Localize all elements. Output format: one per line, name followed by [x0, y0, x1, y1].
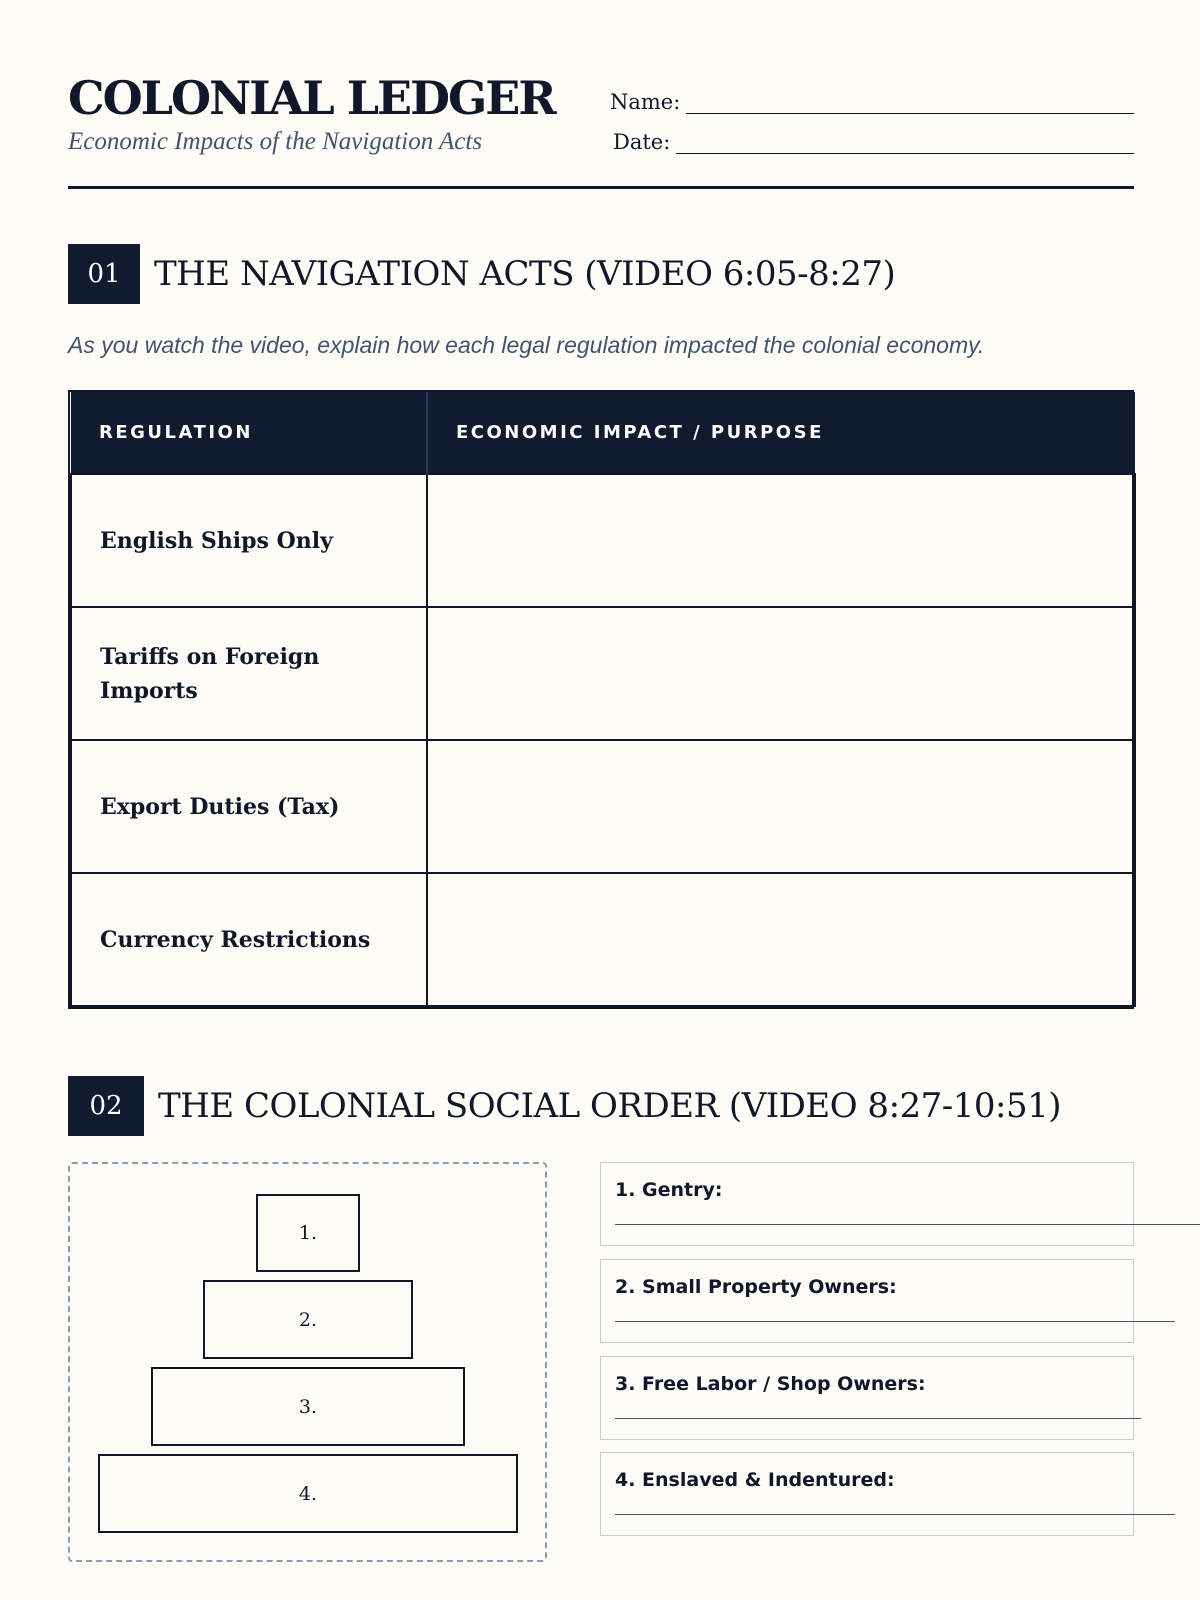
answer-blank-line[interactable] — [615, 1417, 1141, 1419]
date-label: Date: — [613, 130, 671, 154]
regulation-table — [68, 390, 1134, 1009]
table-row — [71, 740, 1135, 873]
answer-label: 4. Enslaved & Indentured: — [615, 1469, 895, 1491]
pyramid-tier-3[interactable]: 3. — [151, 1367, 465, 1446]
section-2-title: THE COLONIAL SOCIAL ORDER (VIDEO 8:27-10:51) — [158, 1086, 1062, 1126]
impact-answer-cell[interactable] — [427, 607, 1135, 740]
column-header-impact: ECONOMIC IMPACT / PURPOSE — [427, 392, 1135, 474]
regulation-cell: Tariffs on Foreign Imports — [71, 607, 427, 740]
answer-blank-line[interactable] — [615, 1223, 1200, 1225]
section-1-heading — [68, 244, 895, 304]
header-divider — [68, 186, 1134, 189]
answer-card-enslaved-indentured — [600, 1452, 1134, 1536]
date-field[interactable] — [613, 130, 1134, 154]
column-header-regulation: REGULATION — [71, 392, 427, 474]
regulation-cell: English Ships Only — [71, 474, 427, 607]
answer-blank-line[interactable] — [615, 1513, 1175, 1515]
answer-card-small-property-owners — [600, 1259, 1134, 1343]
worksheet-page — [68, 0, 1134, 1600]
answer-label: 3. Free Labor / Shop Owners: — [615, 1373, 926, 1395]
pyramid-tier-1[interactable]: 1. — [256, 1194, 360, 1272]
regulation-cell: Currency Restrictions — [71, 873, 427, 1006]
table-row — [71, 873, 1135, 1006]
page-subtitle: Economic Impacts of the Navigation Acts — [68, 128, 483, 155]
impact-answer-cell[interactable] — [427, 474, 1135, 607]
pyramid-tier-2[interactable]: 2. — [203, 1280, 413, 1359]
worksheet-header — [68, 68, 1134, 190]
table-header-row — [71, 392, 1135, 474]
section-1-instructions: As you watch the video, explain how each legal regulation impacted the colonial economy. — [68, 332, 985, 358]
name-field[interactable] — [610, 90, 1134, 114]
date-blank-line[interactable] — [676, 132, 1134, 154]
answer-card-gentry — [600, 1162, 1134, 1246]
section-1-title: THE NAVIGATION ACTS (VIDEO 6:05-8:27) — [154, 254, 896, 294]
social-pyramid-diagram — [68, 1162, 547, 1562]
answer-label: 2. Small Property Owners: — [615, 1276, 897, 1298]
impact-answer-cell[interactable] — [427, 740, 1135, 873]
section-2-number-badge: 02 — [68, 1076, 144, 1136]
section-1-number-badge: 01 — [68, 244, 140, 304]
name-label: Name: — [610, 90, 681, 114]
impact-answer-cell[interactable] — [427, 873, 1135, 1006]
table-row — [71, 607, 1135, 740]
section-2-heading — [68, 1076, 1061, 1136]
answer-label: 1. Gentry: — [615, 1179, 723, 1201]
answer-card-free-labor — [600, 1356, 1134, 1440]
pyramid-tier-4[interactable]: 4. — [98, 1454, 518, 1533]
page-title: COLONIAL LEDGER — [68, 71, 555, 125]
name-blank-line[interactable] — [686, 92, 1134, 114]
answer-blank-line[interactable] — [615, 1320, 1175, 1322]
table-row — [71, 474, 1135, 607]
regulation-cell: Export Duties (Tax) — [71, 740, 427, 873]
